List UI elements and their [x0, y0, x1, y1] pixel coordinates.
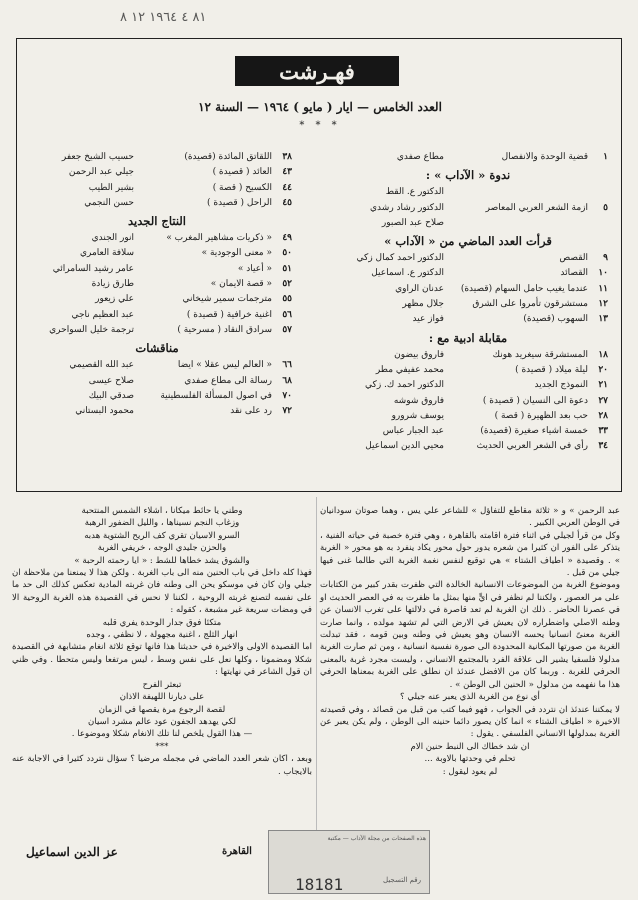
- entry-page: ٢٧: [598, 395, 608, 406]
- contents-entry: [22, 165, 292, 180]
- issue-line: العدد الخامس — ايار ( مايو ) ١٩٦٤ — السنة ١٢: [198, 100, 442, 114]
- entry-title: عندما يغيب حامل السهام (قصيدة): [460, 283, 588, 294]
- contents-entry: [328, 150, 608, 165]
- stars-ornament: * * *: [299, 120, 341, 131]
- entry-title: سرادق النقاد ( مسرحية ): [177, 324, 272, 335]
- entry-title: « معنى الوجودية »: [201, 248, 272, 259]
- essay-paragraph: السرو الاسيان تقري كف الريح الشتوية هدبه: [84, 530, 240, 541]
- entry-title: السهوب (قصيدة): [523, 314, 588, 325]
- essay-paragraph: على ديارنا اللهيفة الاذان: [119, 692, 205, 703]
- entry-title: رسالة الى مطاع صفدي: [184, 375, 272, 386]
- entry-page: ٣٨: [282, 152, 292, 162]
- entry-author: محيي الدين اسماعيل: [365, 441, 444, 452]
- contents-entry: [328, 201, 608, 216]
- essay-paragraph: وزغاب النجم نسيناها ، والليل الضفور الرهبة: [84, 518, 240, 529]
- entry-page: ٦٨: [282, 375, 292, 386]
- essay-paragraph: والشوق يشد خطاها للشط : « ايا رحمته الرحبة »: [74, 555, 250, 566]
- entry-author: عبد الجبار عباس: [382, 426, 444, 437]
- essay-paragraph: أي نوع من الغربة الذي يعبر عنه جيلي ؟: [400, 692, 540, 703]
- entry-title: « أعياد »: [237, 263, 272, 274]
- entry-author: سلافة العامري: [79, 248, 134, 259]
- entry-page: ٣٤: [598, 441, 608, 452]
- contents-entry: [22, 277, 292, 292]
- essay-paragraph: لكي يهدهد الجفون عود عالم مشرد اسيان: [88, 716, 236, 727]
- contents-entry: [328, 251, 608, 266]
- section-heading: مقابلة ادبية مع :: [428, 330, 508, 345]
- contents-entry: [22, 389, 292, 404]
- signature-name: عز الدين اسماعيل: [26, 845, 118, 859]
- entry-page: ٥١: [282, 263, 292, 274]
- essay-left-column: [12, 505, 312, 778]
- entry-author: حسيب الشيخ جعفر: [61, 152, 134, 162]
- essay-paragraph: متكئا فوق جدار الوحدة يفري قلبه: [102, 617, 222, 628]
- essay-paragraph: وكل من قرأ لجيلي في اثناء فترة اقامته بالقاهرة ، وهي فترة خصبة في حياته الفنية ، يتذكر على الفور ان كثيرا من شعره يدور حول محور يكاد ينفرد به هو محور « الغربة » . وقصيدة « اطياف الشتاء » هي توقيع لنفس نغمة الغربة التي طالما غنى فيها جيلي من قبل .: [320, 530, 620, 579]
- entry-page: ٥٥: [282, 294, 292, 305]
- entry-title: ليلة ميلاد ( قصيدة ): [515, 364, 588, 375]
- entry-page: ٥٠: [282, 248, 292, 259]
- essay-paragraph: انهار الثلج ، اغنية مجهولة ، لا نظفي ، وجده: [86, 630, 238, 641]
- entry-author: عدنان الراوي: [395, 283, 444, 294]
- signature-city: القاهرة: [222, 846, 252, 857]
- contents-right-column: [328, 150, 608, 455]
- entry-page: ٧٠: [282, 390, 292, 401]
- entry-page: ٤٩: [282, 233, 292, 244]
- entry-title: خمسة اشياء صغيرة (قصيدة): [480, 426, 588, 437]
- entry-title: حب بعد الظهيرة ( قصة ): [494, 410, 588, 421]
- contents-entry: [22, 292, 292, 307]
- essay-paragraph: وطني يا حائط ميكانا ، اشلاء الشمس المنتحبة: [81, 506, 243, 516]
- entry-page: ١٢: [598, 299, 608, 310]
- entry-title: الكسيح ( قصة ): [212, 182, 272, 193]
- entry-title: العائد ( قصيدة ): [212, 167, 272, 178]
- entry-title: القصص: [559, 253, 588, 264]
- entry-page: ٢٨: [598, 410, 608, 421]
- section-heading: ندوة « الآداب » :: [425, 168, 511, 183]
- essay-paragraph: اما القصيدة الاولى والاخيرة في حديثنا هذا فانها توقع ثلاثة انغام متشابهة في القصيدة شكلا ومضمونا ، وكلها نعل على نفس وسط ، ليس مرتفعا وليس متحطا . وفي ظني ان قول الشاعر في نهايتها :: [12, 642, 312, 678]
- essay-paragraph: وبعد ، اكان شعر العدد الماضي في مجمله مرضيا ؟ سؤال نتردد كثيرا في الاجابة عنه بالايجاب .: [12, 754, 312, 777]
- entry-author: حسن النجمي: [84, 197, 134, 208]
- entry-page: ٢٠: [598, 364, 608, 375]
- essay-paragraph: ***: [155, 741, 169, 752]
- contents-entry: [328, 312, 608, 327]
- entry-title: دعوة الى النسيان ( قصيدة ): [482, 395, 588, 406]
- entry-page: ٦٦: [282, 360, 292, 371]
- entry-title: رد على نقد: [230, 406, 272, 417]
- entry-author: بشير الطيب: [88, 182, 134, 193]
- entry-page: ١٣: [598, 314, 608, 325]
- stamp-number: 18181: [295, 875, 344, 894]
- contents-entry: [328, 424, 608, 439]
- entry-author: صلاح عبد الصبور: [381, 217, 444, 228]
- essay-paragraph: لم يعود ليقول :: [442, 766, 498, 777]
- entry-author: جيلي عبد الرحمن: [68, 167, 134, 178]
- entry-title: [450, 216, 588, 231]
- entry-author: فاروق شوشه: [393, 395, 444, 406]
- essay-paragraph: والحزن جليدي الوجه ، خريفي الغربة: [97, 543, 227, 554]
- entry-title: « ذكريات مشاهير المغرب »: [166, 233, 272, 244]
- section-heading: النتاج الجديد: [128, 214, 186, 229]
- contents-entry: [328, 439, 608, 454]
- contents-entry: [22, 358, 292, 373]
- essay-paragraph: لا يمكننا عندئذ ان نتردد في الجواب ، فهو فيما كتب من قبل من قصائد ، وفي قصيدته الاخيرة « اطياف الشتاء » انما كان يصور دائما حنينه الى الوطن ، ولم يكن يعبر عن الغربة بمدلولها الانساني الفلسفي . يقول :: [320, 704, 620, 740]
- contents-entry: [22, 246, 292, 261]
- library-stamp: [268, 830, 430, 894]
- contents-entry: [328, 394, 608, 409]
- entry-author: مطاع صفدي: [396, 152, 444, 162]
- essay-paragraph: وموضوع الغربة من الموضوعات الانسانية الخالدة التي ظفرت بقدر كبير من الكتابات على مر العصور ، ولكننا لم نظفر في ايٍّ منها بمثل ما ظفرت به في العصر الحديث او في عصرنا الحاضر . ذلك ان الغربة لم تعد قاصرة في دلالتها على تغرب الانسان عن وطنه الاصلي واضطراره لان يعيش في الارض التي لم تشهد مولده ، وانما صارت الغربة معنىً انسانيا يحسه الانسان وهو يعيش في وطنه وبين قومه ، فقد تبدلت الغربة من صورتها المكانية المحدودة الى صورة نفسية انسانية ، ومن ثم صارت الغربة مدلولا فلسفيا يشير الى علاقة الفرد بالمجتمع الانساني ، وليست مجرد غربة بالمعنى الحرفي للغربة . وربما كان من الافضل عندئذ ان نطلق على الغربة بمعناها الحرفي هذا ما نفهمه من مدلول « الحنين الى الوطن » .: [320, 580, 620, 690]
- entry-author: طارق زيادة: [91, 279, 134, 290]
- entry-page: ٥٧: [282, 324, 292, 335]
- entry-page: ٧٢: [282, 406, 292, 417]
- entry-page: [588, 185, 608, 200]
- contents-entry: [22, 231, 292, 246]
- essay-paragraph: ان شد خطاك الى النبط حنين الام: [410, 741, 530, 752]
- page-title: فهـرشت: [235, 56, 399, 86]
- essay-paragraph: فهذا كله داخل في باب الحنين منه الى باب الغربة . ولكن هذا لا يمنعنا من ملاحظة ان جيلي وان كان في موسكو يحن الى وطنه فان غربته المادية تعكس كذلك الى حد ما على نفسه لتصنع غربته الروحية ، لكننا لا نحس في القصيدة هذه الغربة الروحية الا في ومضات سريعة غير مشبعة ، كقوله :: [12, 568, 312, 616]
- entry-author: محمد عفيفي مطر: [375, 364, 444, 375]
- contents-entry: [22, 181, 292, 196]
- essay-paragraph: عبد الرحمن » و « ثلاثة مقاطع للتفاؤل » للشاعر علي يس ، وهما صوتان سودانيان في الوطن العربي الكبير .: [320, 506, 620, 529]
- essay-paragraph: تحلم في وحدتها بالاوبة ...: [424, 754, 516, 765]
- entry-author: الدكتور رشاد رشدي: [370, 202, 444, 213]
- entry-title: النموذج الجديد: [534, 380, 588, 391]
- entry-page: ٥: [603, 202, 608, 213]
- entry-title: رأي في الشعر العربي الحديث: [476, 441, 588, 452]
- contents-left-column: [22, 150, 292, 419]
- entry-page: ٥٦: [282, 309, 292, 320]
- entry-author: علي زيعور: [95, 294, 134, 305]
- entry-author: الدكتور ع. القط: [385, 187, 444, 198]
- entry-author: صدقي البيك: [88, 390, 134, 401]
- contents-entry: [328, 363, 608, 378]
- essay-right-column: [320, 505, 620, 778]
- entry-author: يوسف شرورو: [391, 410, 444, 421]
- column-divider: [316, 497, 317, 842]
- stamp-label: رقم التسجيل: [383, 876, 421, 884]
- entry-author: عامر رشيد السامرائي: [52, 263, 134, 274]
- contents-entry: [328, 378, 608, 393]
- handwritten-annotation: ٨١ ٤ ١٩٦٤ ١٢ ٨: [120, 10, 207, 25]
- entry-title: « قصة الايمان »: [210, 279, 272, 290]
- contents-entry: [22, 323, 292, 338]
- entry-author: عبد العظيم ناجي: [71, 309, 134, 320]
- entry-author: انور الجندي: [91, 233, 134, 244]
- entry-page: ٤٣: [282, 167, 292, 178]
- stamp-text: هذه الصفحات من مجلة الآداب — مكتبة: [327, 835, 426, 842]
- entry-author: الدكتور ع. اسماعيل: [371, 268, 444, 279]
- entry-author: صلاح عيسى: [88, 375, 134, 386]
- essay-paragraph: تبعثر الفرح: [142, 679, 182, 690]
- contents-entry: [22, 308, 292, 323]
- entry-title: الراحل ( قصيدة ): [207, 197, 272, 208]
- entry-author: الدكتور احمد كمال زكي: [356, 253, 444, 264]
- entry-title: « العالم ليس عقلا » ايضا: [177, 360, 272, 371]
- contents-entry: [22, 262, 292, 277]
- entry-title: مترجمات سمير شيخاني: [182, 294, 272, 305]
- entry-title: مستشرقون تأمروا على الشرق: [472, 299, 588, 310]
- entry-author: ترجمة خليل السواحري: [49, 324, 134, 335]
- entry-author: الدكتور احمد ك. زكي: [365, 380, 444, 391]
- entry-author: فاروق بيضون: [394, 349, 444, 360]
- contents-entry: [22, 404, 292, 419]
- contents-entry: [328, 348, 608, 363]
- entry-author: فواز عيد: [412, 314, 444, 325]
- contents-entry: [22, 150, 292, 165]
- contents-entry: [328, 409, 608, 424]
- contents-entry: [328, 297, 608, 312]
- entry-page: ١٨: [598, 349, 608, 360]
- entry-page: ١١: [598, 283, 608, 294]
- entry-title: قضية الوحدة والانفصال: [501, 152, 588, 162]
- entry-page: ٤٥: [282, 197, 292, 208]
- entry-author: جلال مظهر: [402, 299, 444, 310]
- entry-title: [450, 185, 588, 200]
- contents-entry: [328, 282, 608, 297]
- entry-title: اللقاتق المائدة (قصيدة): [184, 152, 272, 162]
- entry-author: عبد الله القصيمي: [69, 360, 134, 371]
- entry-title: المستشرقة سيغريد هونك: [492, 349, 588, 360]
- contents-entry: [328, 185, 608, 200]
- contents-entry: [22, 374, 292, 389]
- entry-title: ازمة الشعر العربي المعاصر: [485, 202, 588, 213]
- entry-page: ٣٣: [598, 426, 608, 437]
- entry-page: ١٠: [598, 268, 608, 279]
- entry-title: اغنية خرافية ( قصيدة ): [186, 309, 272, 320]
- essay-paragraph: لقصة الرجوع مرة يقصها في الزمان: [98, 704, 226, 715]
- entry-page: ٢١: [598, 380, 608, 391]
- entry-page: [588, 216, 608, 231]
- entry-author: محمود البستاني: [75, 406, 134, 417]
- contents-entry: [22, 196, 292, 211]
- entry-page: ١: [603, 152, 608, 162]
- section-heading: مناقشات: [135, 341, 179, 356]
- entry-page: ٤٤: [282, 182, 292, 193]
- entry-page: ٥٢: [282, 279, 292, 290]
- entry-title: في اصول المسألة الفلسطينية: [160, 390, 272, 401]
- essay-paragraph: — هذا القول يلخص لنا تلك الانغام شكلا وموضوعا .: [71, 729, 253, 740]
- section-heading: قرأت العدد الماضي من « الآداب »: [384, 234, 552, 249]
- contents-entry: [328, 266, 608, 281]
- entry-title: القصائد: [560, 268, 588, 279]
- entry-page: ٩: [603, 253, 608, 264]
- contents-entry: [328, 216, 608, 231]
